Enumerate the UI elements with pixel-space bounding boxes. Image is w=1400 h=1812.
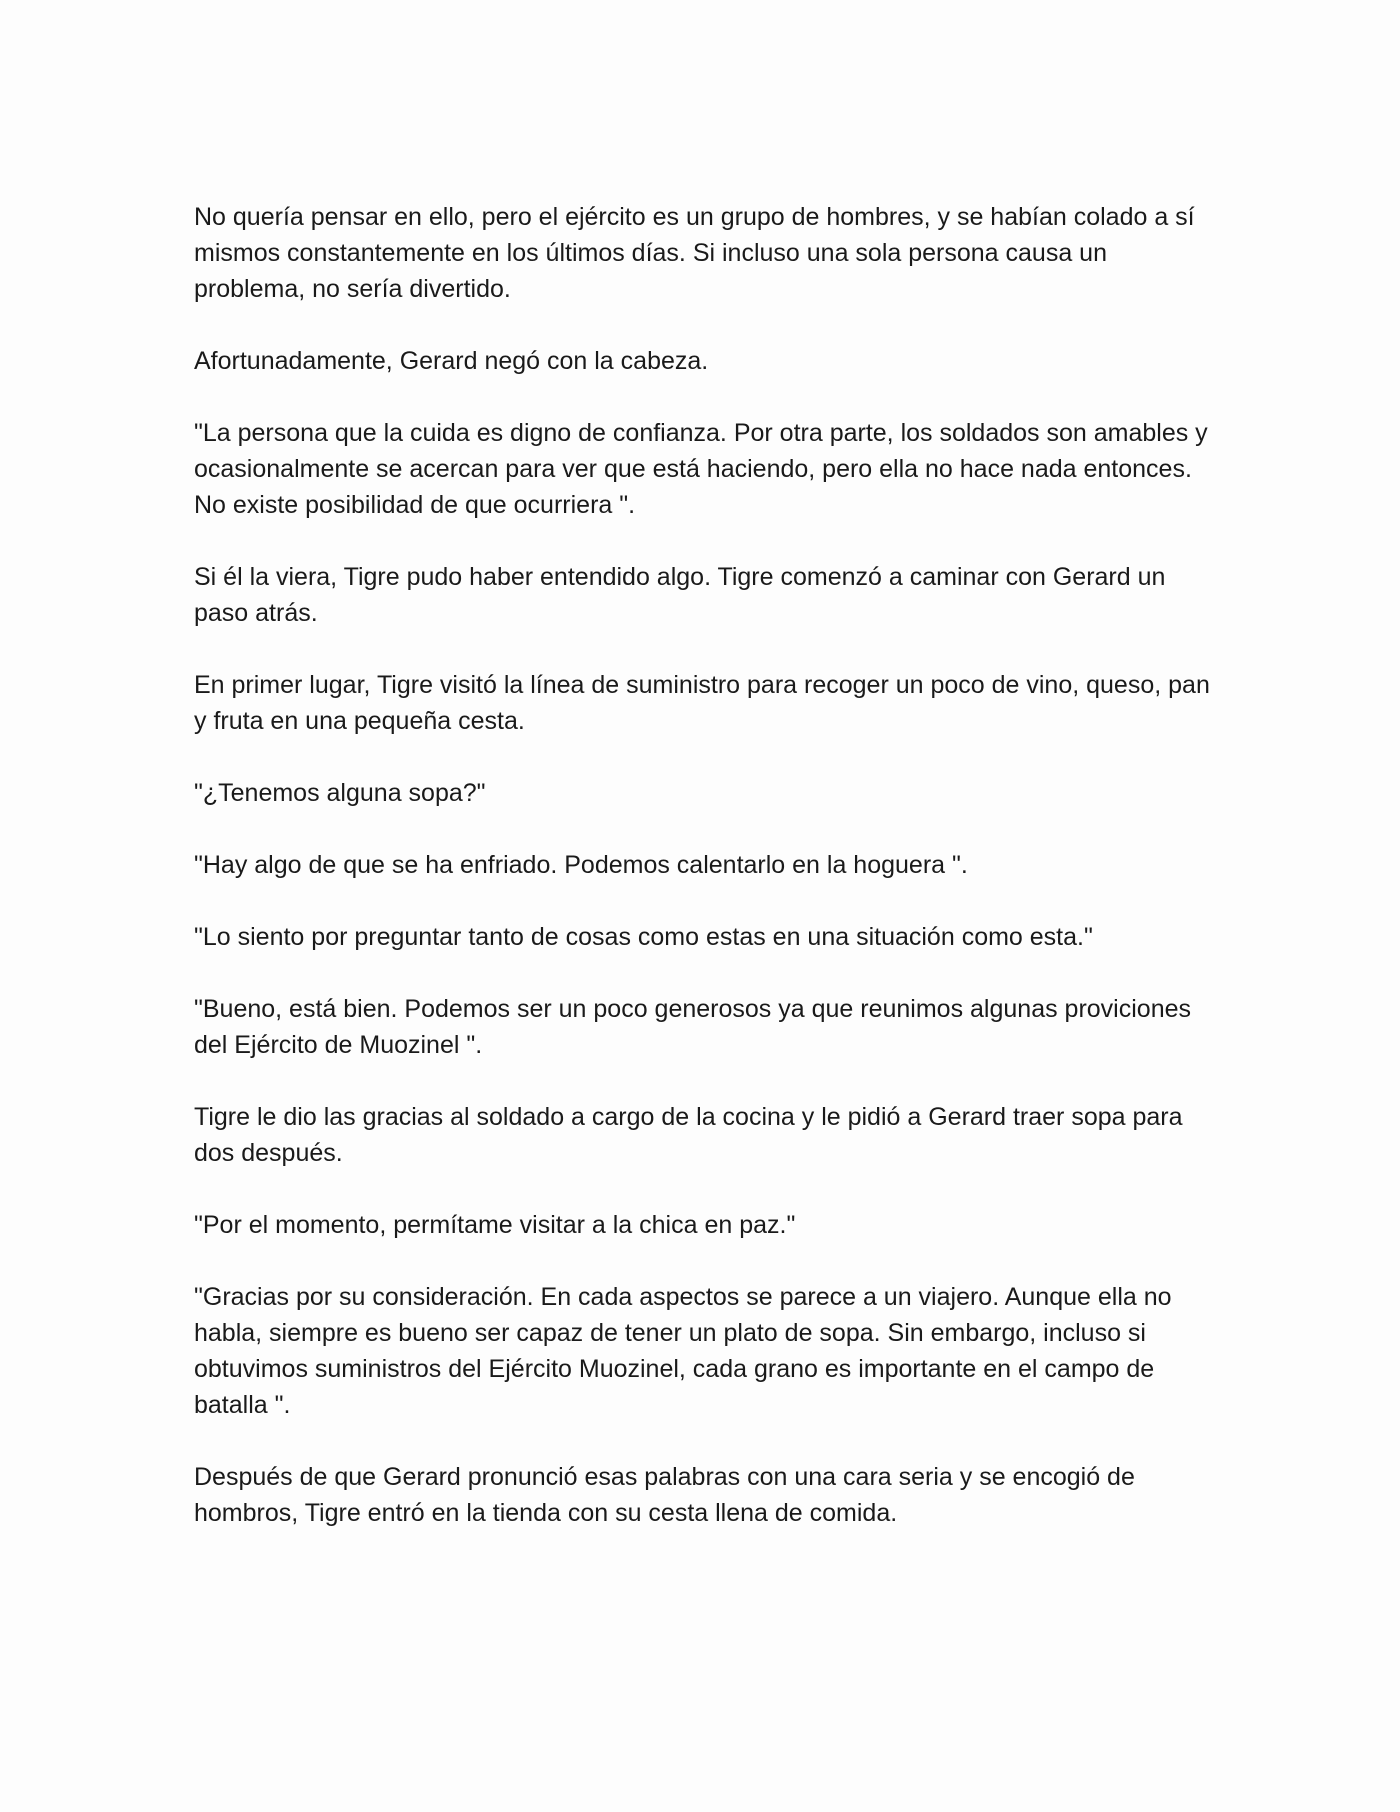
paragraph: Afortunadamente, Gerard negó con la cabeza. bbox=[194, 347, 709, 375]
paragraph: "Por el momento, permítame visitar a la chica en paz." bbox=[194, 1211, 796, 1239]
document-body bbox=[194, 199, 1214, 1567]
paragraph: No quería pensar en ello, pero el ejército es un grupo de hombres, y se habían colado a sí mismos constantemente en los últimos días. Si incluso una sola persona causa un problema, no sería divertido. bbox=[194, 203, 1195, 303]
paragraph: Después de que Gerard pronunció esas palabras con una cara seria y se encogió de hombros, Tigre entró en la tienda con su cesta llena de comida. bbox=[194, 1463, 1135, 1527]
paragraph: "Hay algo de que se ha enfriado. Podemos calentarlo en la hoguera ". bbox=[194, 851, 968, 879]
paragraph: En primer lugar, Tigre visitó la línea de suministro para recoger un poco de vino, queso, pan y fruta en una pequeña cesta. bbox=[194, 671, 1210, 735]
paragraph: "Lo siento por preguntar tanto de cosas como estas en una situación como esta." bbox=[194, 923, 1093, 951]
paragraph: "Bueno, está bien. Podemos ser un poco generosos ya que reunimos algunas proviciones del Ejército de Muozinel ". bbox=[194, 995, 1191, 1059]
paragraph: "La persona que la cuida es digno de confianza. Por otra parte, los soldados son amables y ocasionalmente se acercan para ver que está haciendo, pero ella no hace nada entonces. No existe posibilidad de que ocurriera ". bbox=[194, 419, 1208, 519]
paragraph: Si él la viera, Tigre pudo haber entendido algo. Tigre comenzó a caminar con Gerard un paso atrás. bbox=[194, 563, 1166, 627]
paragraph: "¿Tenemos alguna sopa?" bbox=[194, 779, 486, 807]
paragraph: Tigre le dio las gracias al soldado a cargo de la cocina y le pidió a Gerard traer sopa para dos después. bbox=[194, 1103, 1183, 1167]
paragraph: "Gracias por su consideración. En cada aspectos se parece a un viajero. Aunque ella no habla, siempre es bueno ser capaz de tener un plato de sopa. Sin embargo, incluso si obtuvimos suministros del Ejército Muozinel, cada grano es importante en el campo de batalla ". bbox=[194, 1283, 1172, 1419]
